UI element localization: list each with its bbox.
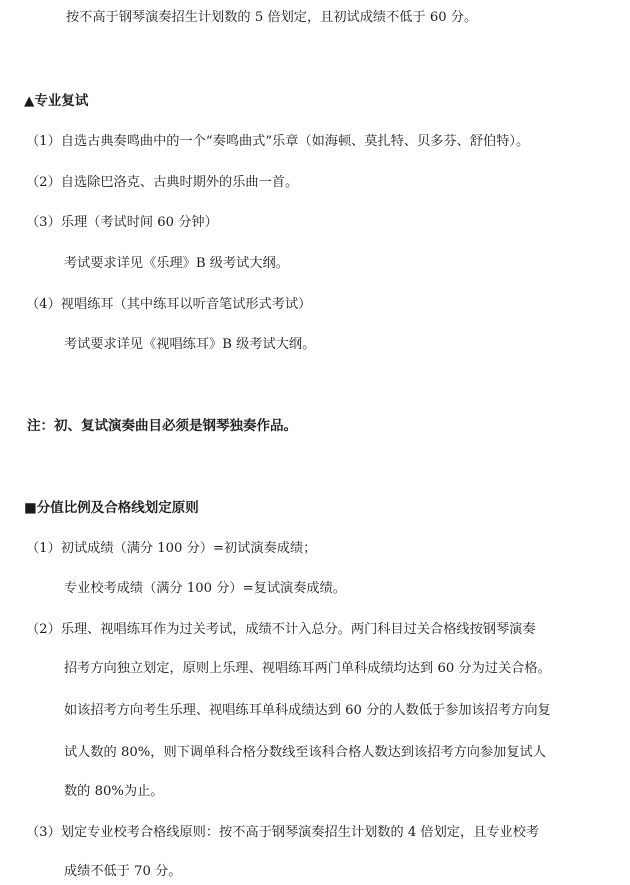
item-number: （3）	[26, 825, 61, 840]
intro-line: 按不高于钢琴演奏招生计划数的 5 倍划定，且初试成绩不低于 60 分。	[66, 10, 478, 25]
scoring-item-1-line2: 专业校考成绩（满分 100 分）=复试演奏成绩。	[64, 581, 346, 596]
item-text: 初试成绩（满分 100 分）=初试演奏成绩；	[60, 541, 317, 556]
retest-item-1	[26, 133, 529, 151]
item-text: 划定专业校考合格线原则：按不高于钢琴演奏招生计划数的 4 倍划定，且专业校考	[60, 825, 540, 840]
scoring-item-3-line2: 成绩不低于 70 分。	[64, 864, 182, 879]
section-heading-retest: ▲专业复试	[24, 93, 89, 109]
item-number: （2）	[26, 622, 61, 637]
retest-item-3	[26, 214, 218, 232]
item-text: 乐理（考试时间 60 分钟）	[60, 215, 218, 230]
item-text: 自选除巴洛克、古典时期外的乐曲一首。	[60, 175, 299, 190]
scoring-item-2-line5: 数的 80%为止。	[64, 784, 164, 799]
scoring-item-3	[26, 824, 539, 842]
retest-item-2	[26, 174, 298, 192]
note-line: 注：初、复试演奏曲目必须是钢琴独奏作品。	[27, 418, 297, 434]
section-heading-scoring: ■分值比例及合格线划定原则	[24, 500, 199, 516]
scoring-item-2	[26, 621, 536, 639]
retest-item-4-sub: 考试要求详见《视唱练耳》B 级考试大纲。	[64, 337, 316, 352]
scoring-item-1	[26, 540, 316, 558]
retest-item-4	[26, 296, 311, 314]
item-text: 自选古典奏鸣曲中的一个“奏鸣曲式”乐章（如海顿、莫扎特、贝多芬、舒伯特）。	[60, 134, 530, 149]
scoring-item-2-line4: 试人数的 80%，则下调单科合格分数线至该科合格人数达到该招考方向参加复试人	[64, 745, 546, 760]
item-text: 乐理、视唱练耳作为过关考试，成绩不计入总分。两门科目过关合格线按钢琴演奏	[60, 622, 536, 637]
item-number: （3）	[26, 215, 61, 230]
scoring-item-2-line3: 如该招考方向考生乐理、视唱练耳单科成绩达到 60 分的人数低于参加该招考方向复	[64, 703, 551, 718]
item-number: （2）	[26, 175, 61, 190]
item-number: （1）	[26, 541, 61, 556]
scoring-item-2-line2: 招考方向独立划定，原则上乐理、视唱练耳两门单科成绩均达到 60 分为过关合格。	[64, 661, 551, 676]
item-number: （1）	[26, 134, 61, 149]
item-number: （4）	[26, 297, 61, 312]
item-text: 视唱练耳（其中练耳以听音笔试形式考试）	[60, 297, 312, 312]
retest-item-3-sub: 考试要求详见《乐理》B 级考试大纲。	[64, 256, 289, 271]
